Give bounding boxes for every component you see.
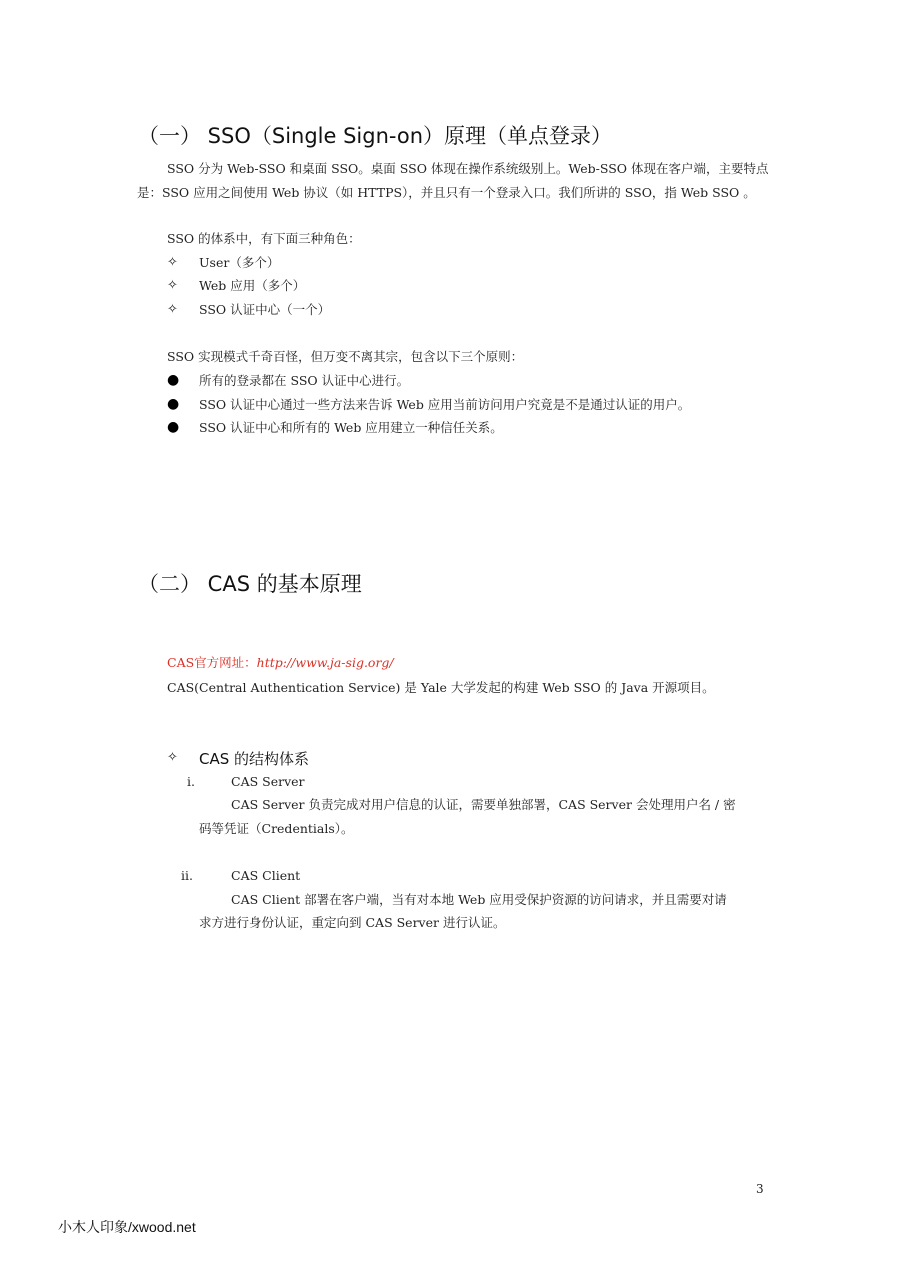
principles-item-2-bullet: ● xyxy=(167,419,180,435)
item-1-name: CAS Client xyxy=(231,868,301,883)
cas-description: CAS(Central Authentication Service) 是 Yale 大学发起的构建 Web SSO 的 Java 开源项目。 xyxy=(167,680,715,695)
item-1-desc-line2: 求方进行身份认证，重定向到 CAS Server 进行认证。 xyxy=(199,915,506,930)
section1-title: （一） SSO（Single Sign-on）原理（单点登录） xyxy=(138,124,613,148)
item-1-number: ii. xyxy=(181,868,193,883)
cas-site-link[interactable]: http://www.ja-sig.org/ xyxy=(256,655,394,670)
page-number: 3 xyxy=(756,1182,764,1196)
section2-title: （二） CAS 的基本原理 xyxy=(138,572,362,596)
roles-item-1-symbol: ✧ xyxy=(167,278,178,293)
principles-item-0-bullet: ● xyxy=(167,372,180,388)
structure-symbol: ✧ xyxy=(167,750,178,765)
watermark: 小木人印象/xwood.net xyxy=(58,1219,196,1235)
item-0-name: CAS Server xyxy=(231,774,305,789)
item-0-desc-line1: CAS Server 负责完成对用户信息的认证，需要单独部署，CAS Server 会处理用户名 / 密 xyxy=(231,797,736,812)
section1-intro-line1: SSO 分为 Web-SSO 和桌面 SSO。桌面 SSO 体现在操作系统级别上。Web-SSO 体现在客户端，主要特点 xyxy=(167,161,769,176)
principles-item-0-text: 所有的登录都在 SSO 认证中心进行。 xyxy=(199,373,410,388)
roles-item-0-symbol: ✧ xyxy=(167,255,178,270)
structure-heading: CAS 的结构体系 xyxy=(199,750,310,768)
roles-item-2-symbol: ✧ xyxy=(167,302,178,317)
roles-item-0-text: User（多个） xyxy=(199,255,280,270)
roles-heading: SSO 的体系中，有下面三种角色： xyxy=(167,231,361,246)
principles-item-1-text: SSO 认证中心通过一些方法来告诉 Web 应用当前访问用户究竟是不是通过认证的用户。 xyxy=(199,397,691,412)
section1-intro-line2: 是：SSO 应用之间使用 Web 协议（如 HTTPS），并且只有一个登录入口。我们所讲的 SSO，指 Web SSO 。 xyxy=(137,185,756,200)
item-0-number: i. xyxy=(187,774,195,789)
cas-site-line xyxy=(167,655,394,671)
principles-heading: SSO 实现模式千奇百怪，但万变不离其宗，包含以下三个原则： xyxy=(167,349,524,364)
principles-item-2-text: SSO 认证中心和所有的 Web 应用建立一种信任关系。 xyxy=(199,420,503,435)
roles-item-1-text: Web 应用（多个） xyxy=(199,278,306,293)
roles-item-2-text: SSO 认证中心（一个） xyxy=(199,302,331,317)
item-0-desc-line2: 码等凭证（Credentials）。 xyxy=(199,821,354,836)
cas-site-label: CAS官方网址： xyxy=(167,655,257,670)
principles-item-1-bullet: ● xyxy=(167,396,180,412)
item-1-desc-line1: CAS Client 部署在客户端，当有对本地 Web 应用受保护资源的访问请求，并且需要对请 xyxy=(231,892,727,907)
